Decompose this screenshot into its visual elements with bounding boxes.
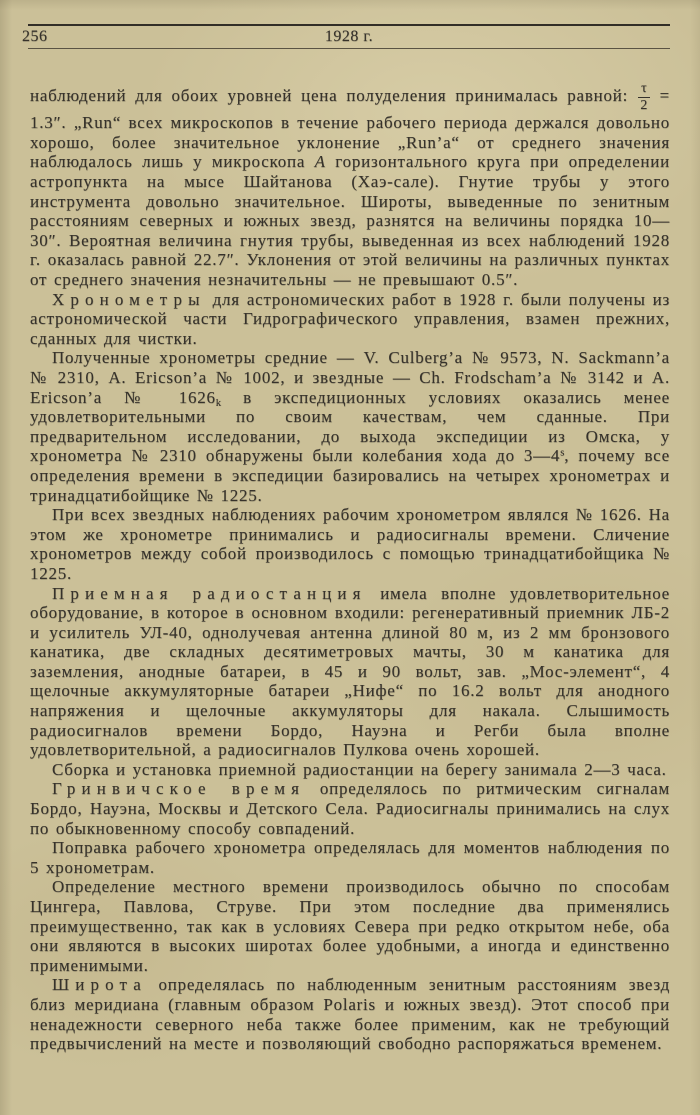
superscript-text: s (560, 448, 565, 460)
text-run: , почему все определения времени в экспедиции базировались на четырех хронометрах и тринадцатибойщике № 1225. (30, 446, 670, 505)
italic-text: А (314, 152, 326, 172)
text-run: Определение местного времени производилось обычно по способам Цингера, Павлова, Струве. При этом последние два применялись преимущественно, так как в условиях Севера при редко открытом небе, оба они являются в высоких широтах более удобными, а иногда и единственно применимыми. (30, 877, 670, 975)
page-body (30, 82, 670, 1054)
text-run: = 1.3″. „Run“ всех микроскопов в течение рабочего периода держался довольно хорошо, более значительное уклонение „Run’а“ от среднего значения наблюдалось лишь у микроскопа (30, 85, 670, 172)
text-run: Поправка рабочего хронометра определялась для моментов наблюдения по 5 хронометрам. (30, 838, 670, 877)
spaced-term: Приемная радиостанция (52, 583, 367, 603)
text-run: наблюдений для обоих уровней цена полуделения принималась равной: (30, 85, 638, 105)
page-number: 256 (22, 28, 48, 45)
text-run: определялось по ритмическим сигналам Бордо, Науэна, Москвы и Детского Села. Радиосигналы принимались на слух по обыкновенному способу совпадений. (30, 779, 670, 838)
text-run: в экспедиционных условиях оказались менее удовлетворительными по своим качествам, чем сданные. При предварительном исследовании, до выхода экспедиции из Омска, у хронометра № 2310 обнаружены были колебания хода до 3—4 (30, 387, 670, 466)
spaced-term: Хронометры (52, 289, 206, 309)
fraction-numerator: τ (638, 82, 650, 98)
paragraph (30, 505, 670, 583)
subscript-text: k (215, 397, 222, 409)
paragraph (30, 975, 670, 1053)
text-run: определялась по наблюденным зенитным расстояниям звезд близ меридиана (главным образом Polaris и южных звезд). Этот способ при ненадежности северного неба также более применим, как не требующий предвычислений на месте и позволяющий свободно распоряжаться временем. (30, 975, 670, 1054)
spaced-term: Гринвичское время (52, 779, 306, 799)
paragraph (30, 348, 670, 505)
text-run: Сборка и установка приемной радиостанции на берегу занимала 2—3 часа. (52, 759, 667, 779)
page-header (22, 24, 670, 49)
paragraph (30, 82, 670, 290)
text-run: имела вполне удовлетворительное оборудование, в которое в основном входили: регенеративный приемник ЛБ-2 и усилитель УЛ-40, однолучевая антенна длиной 80 м, из 2 мм бронзового канатика, две складных десятиметровых мачты, 30 м канатика для заземления, анодные батареи, в 45 и 90 вольт, зав. „Мос-элемент“, 4 щелочные аккумуляторные батареи „Нифе“ по 16.2 вольт для анодного напряжения и щелочные аккумуляторы для накала. Слышимость радиосигналов времени Бордо, Науэна и Регби была вполне удовлетворительной, а радиосигналов Пулкова очень хорошей. (30, 583, 670, 760)
running-head-year: 1928 г. (324, 28, 374, 45)
paragraph (30, 760, 670, 780)
paragraph (30, 877, 670, 975)
inline-fraction (638, 82, 650, 113)
paragraph (30, 584, 670, 760)
text-run: для астрономических работ в 1928 г. были получены из астрономической части Гидрографического управления, взамен прежних, сданных для чистки. (30, 289, 670, 348)
paragraph (30, 290, 670, 349)
text-run: При всех звездных наблюдениях рабочим хронометром являлся № 1626. На этом же хронометре принимались и радиосигналы времени. Сличение хронометров между собой производилось с помощью тринадцатибойщика № 1225. (30, 505, 670, 583)
text-run: горизонтального круга при определении астропункта на мысе Шайтанова (Хаэ-сале). Гнутие трубы у этого инструмента довольно значительное. Широты, выведенные по зенитным расстояниям северных и южных звезд, разнятся на величины порядка 10—30″. Вероятная величина гнутия трубы, выведенная из всех наблюдений 1928 г. оказалась равной 22.7″. Уклонения от этой величины на различных пунктах от среднего значения незначительны — не превышают 0.5″. (30, 152, 670, 289)
fraction-denominator: 2 (640, 97, 648, 113)
paragraph (30, 779, 670, 838)
paragraph (30, 838, 670, 877)
running-head-row (22, 26, 670, 49)
text-run: Полученные хронометры средние — V. Culberg’а № 9573, N. Sackmann’а № 2310, A. Ericson’а № 1002, и звездные — Ch. Frodscham’а № 3142 и A. Ericson’а № 1626 (30, 348, 670, 407)
spaced-term: Широта (52, 975, 147, 995)
